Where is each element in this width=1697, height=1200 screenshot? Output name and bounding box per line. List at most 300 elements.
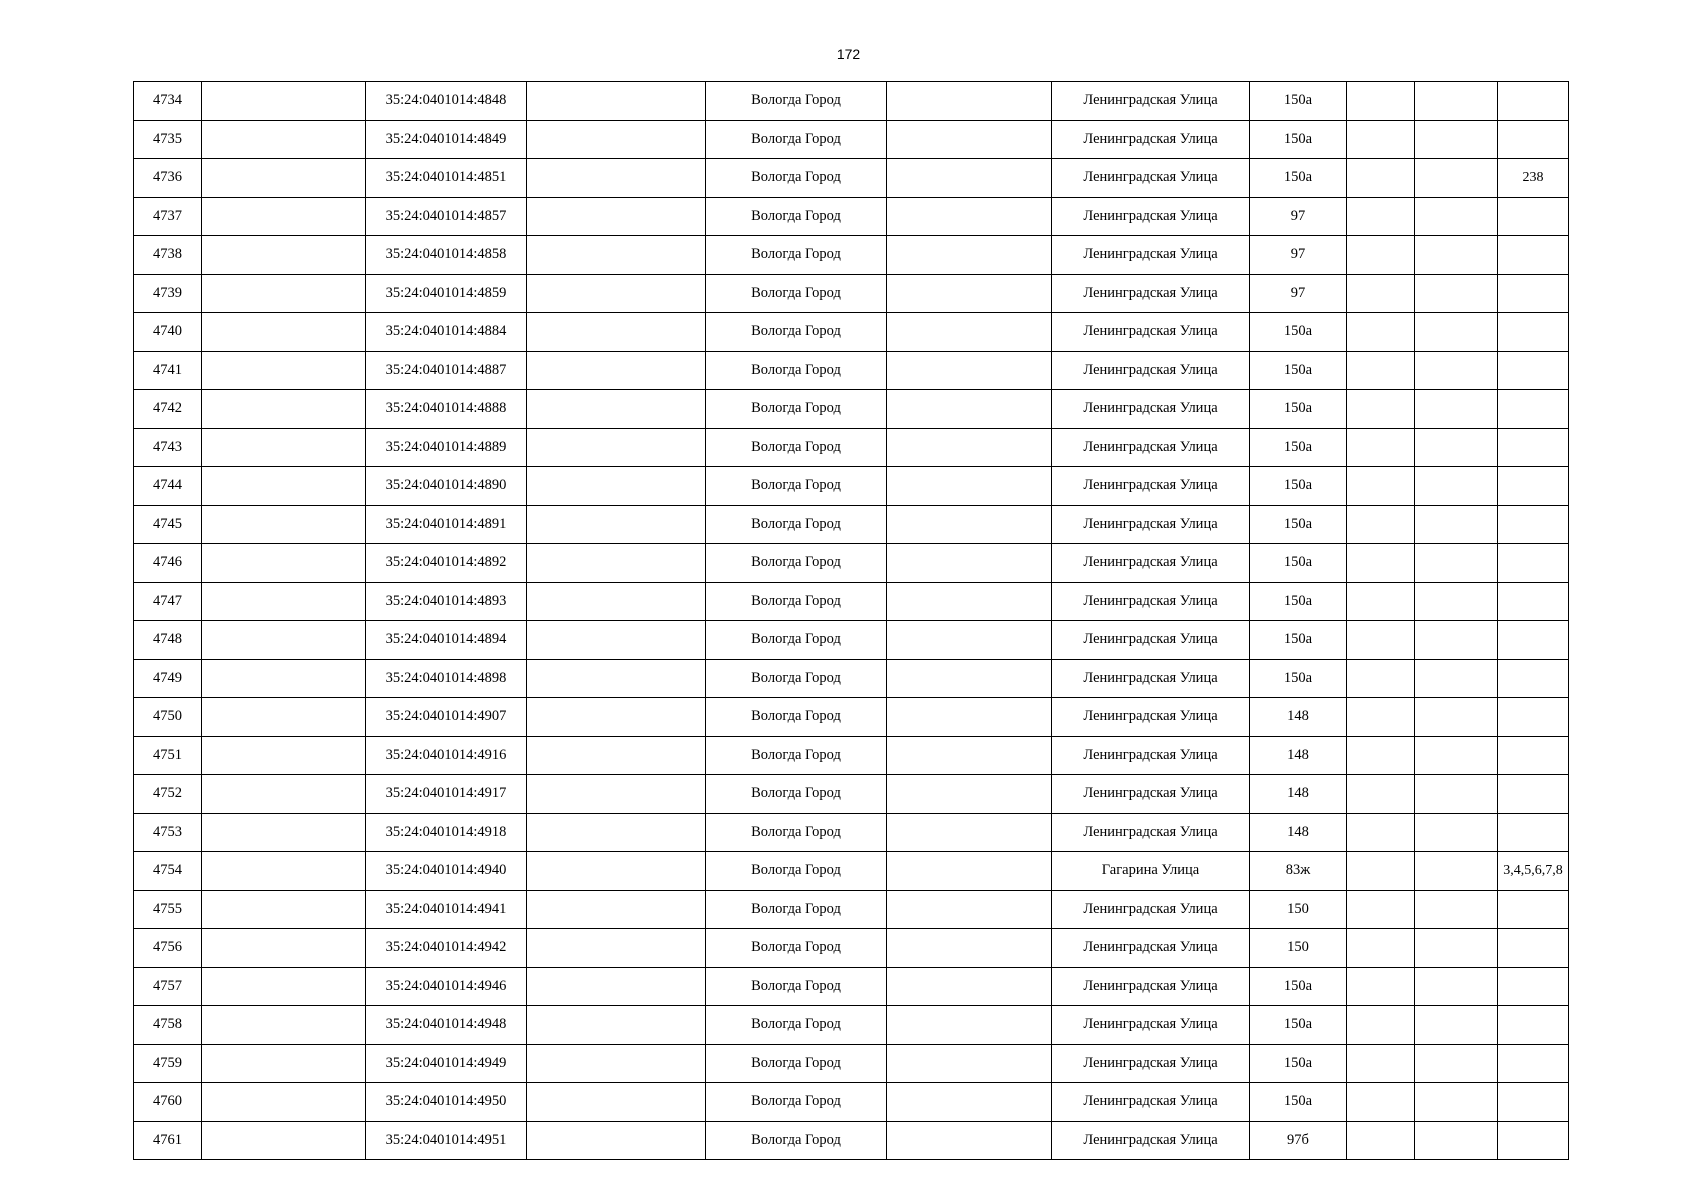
city-name: Вологда Город <box>706 544 887 583</box>
house-number: 97 <box>1250 274 1347 313</box>
house-number: 148 <box>1250 736 1347 775</box>
row-number: 4750 <box>134 698 202 737</box>
street-name: Ленинградская Улица <box>1052 1006 1250 1045</box>
extra-value <box>1498 313 1569 352</box>
empty-cell <box>1347 428 1415 467</box>
empty-cell <box>1347 967 1415 1006</box>
empty-cell <box>1347 621 1415 660</box>
row-number: 4753 <box>134 813 202 852</box>
extra-value <box>1498 236 1569 275</box>
empty-cell <box>527 544 706 583</box>
empty-cell <box>1415 698 1498 737</box>
empty-cell <box>887 698 1052 737</box>
empty-cell <box>527 467 706 506</box>
empty-cell <box>887 967 1052 1006</box>
empty-cell <box>1415 236 1498 275</box>
cadastral-number: 35:24:0401014:4942 <box>366 929 527 968</box>
cadastral-number: 35:24:0401014:4884 <box>366 313 527 352</box>
city-name: Вологда Город <box>706 775 887 814</box>
empty-cell <box>1415 1083 1498 1122</box>
table-row <box>134 274 1569 313</box>
empty-cell <box>1347 1044 1415 1083</box>
row-number: 4737 <box>134 197 202 236</box>
street-name: Ленинградская Улица <box>1052 236 1250 275</box>
empty-cell <box>527 813 706 852</box>
house-number: 150а <box>1250 120 1347 159</box>
house-number: 150а <box>1250 621 1347 660</box>
empty-cell <box>1415 120 1498 159</box>
empty-cell <box>887 1044 1052 1083</box>
empty-cell <box>887 775 1052 814</box>
empty-cell <box>1347 775 1415 814</box>
house-number: 150а <box>1250 1044 1347 1083</box>
table-row <box>134 890 1569 929</box>
street-name: Ленинградская Улица <box>1052 813 1250 852</box>
empty-cell <box>527 1044 706 1083</box>
table-row <box>134 197 1569 236</box>
empty-cell <box>887 659 1052 698</box>
table-row <box>134 621 1569 660</box>
row-number: 4761 <box>134 1121 202 1160</box>
cadastral-number: 35:24:0401014:4893 <box>366 582 527 621</box>
extra-value <box>1498 505 1569 544</box>
cadastral-number: 35:24:0401014:4916 <box>366 736 527 775</box>
empty-cell <box>202 120 366 159</box>
street-name: Ленинградская Улица <box>1052 775 1250 814</box>
extra-value <box>1498 1083 1569 1122</box>
cadastral-number: 35:24:0401014:4849 <box>366 120 527 159</box>
extra-value <box>1498 1006 1569 1045</box>
extra-value <box>1498 544 1569 583</box>
row-number: 4735 <box>134 120 202 159</box>
cadastral-number: 35:24:0401014:4892 <box>366 544 527 583</box>
empty-cell <box>527 236 706 275</box>
cadastral-number: 35:24:0401014:4889 <box>366 428 527 467</box>
extra-value <box>1498 659 1569 698</box>
empty-cell <box>202 197 366 236</box>
empty-cell <box>1415 544 1498 583</box>
empty-cell <box>1415 775 1498 814</box>
empty-cell <box>527 1083 706 1122</box>
city-name: Вологда Город <box>706 698 887 737</box>
street-name: Ленинградская Улица <box>1052 890 1250 929</box>
street-name: Ленинградская Улица <box>1052 544 1250 583</box>
city-name: Вологда Город <box>706 236 887 275</box>
city-name: Вологда Город <box>706 1083 887 1122</box>
cadastral-number: 35:24:0401014:4848 <box>366 82 527 121</box>
city-name: Вологда Город <box>706 120 887 159</box>
empty-cell <box>1347 698 1415 737</box>
empty-cell <box>527 929 706 968</box>
house-number: 150а <box>1250 467 1347 506</box>
empty-cell <box>887 159 1052 198</box>
street-name: Ленинградская Улица <box>1052 929 1250 968</box>
row-number: 4734 <box>134 82 202 121</box>
street-name: Ленинградская Улица <box>1052 505 1250 544</box>
house-number: 150а <box>1250 1083 1347 1122</box>
house-number: 150а <box>1250 967 1347 1006</box>
empty-cell <box>202 659 366 698</box>
street-name: Ленинградская Улица <box>1052 1121 1250 1160</box>
house-number: 150а <box>1250 659 1347 698</box>
table-row <box>134 775 1569 814</box>
empty-cell <box>1415 967 1498 1006</box>
city-name: Вологда Город <box>706 274 887 313</box>
cadastral-number: 35:24:0401014:4851 <box>366 159 527 198</box>
city-name: Вологда Город <box>706 197 887 236</box>
extra-value <box>1498 274 1569 313</box>
extra-value <box>1498 351 1569 390</box>
empty-cell <box>1415 582 1498 621</box>
row-number: 4756 <box>134 929 202 968</box>
empty-cell <box>202 698 366 737</box>
cadastral-number: 35:24:0401014:4941 <box>366 890 527 929</box>
empty-cell <box>887 236 1052 275</box>
extra-value <box>1498 582 1569 621</box>
extra-value <box>1498 621 1569 660</box>
empty-cell <box>202 505 366 544</box>
house-number: 97 <box>1250 236 1347 275</box>
city-name: Вологда Город <box>706 1044 887 1083</box>
empty-cell <box>887 505 1052 544</box>
empty-cell <box>527 890 706 929</box>
empty-cell <box>887 544 1052 583</box>
empty-cell <box>1415 1044 1498 1083</box>
cadastral-number: 35:24:0401014:4950 <box>366 1083 527 1122</box>
table-row <box>134 544 1569 583</box>
empty-cell <box>1415 621 1498 660</box>
empty-cell <box>1347 813 1415 852</box>
empty-cell <box>527 351 706 390</box>
cadastral-number: 35:24:0401014:4949 <box>366 1044 527 1083</box>
empty-cell <box>202 274 366 313</box>
house-number: 97б <box>1250 1121 1347 1160</box>
empty-cell <box>202 313 366 352</box>
house-number: 150а <box>1250 428 1347 467</box>
city-name: Вологда Город <box>706 852 887 891</box>
empty-cell <box>202 1044 366 1083</box>
row-number: 4740 <box>134 313 202 352</box>
registry-table <box>133 81 1569 1160</box>
cadastral-number: 35:24:0401014:4890 <box>366 467 527 506</box>
empty-cell <box>527 1006 706 1045</box>
empty-cell <box>1415 659 1498 698</box>
empty-cell <box>887 274 1052 313</box>
house-number: 150а <box>1250 82 1347 121</box>
house-number: 97 <box>1250 197 1347 236</box>
table-row <box>134 120 1569 159</box>
row-number: 4739 <box>134 274 202 313</box>
cadastral-number: 35:24:0401014:4857 <box>366 197 527 236</box>
extra-value <box>1498 1121 1569 1160</box>
empty-cell <box>1415 1006 1498 1045</box>
row-number: 4754 <box>134 852 202 891</box>
extra-value <box>1498 1044 1569 1083</box>
empty-cell <box>527 505 706 544</box>
empty-cell <box>202 467 366 506</box>
table-row <box>134 428 1569 467</box>
empty-cell <box>887 582 1052 621</box>
empty-cell <box>887 1121 1052 1160</box>
table-row <box>134 351 1569 390</box>
empty-cell <box>202 967 366 1006</box>
cadastral-number: 35:24:0401014:4887 <box>366 351 527 390</box>
city-name: Вологда Город <box>706 813 887 852</box>
empty-cell <box>527 159 706 198</box>
empty-cell <box>527 659 706 698</box>
extra-value <box>1498 467 1569 506</box>
street-name: Ленинградская Улица <box>1052 1083 1250 1122</box>
empty-cell <box>527 967 706 1006</box>
row-number: 4747 <box>134 582 202 621</box>
extra-value <box>1498 775 1569 814</box>
street-name: Ленинградская Улица <box>1052 351 1250 390</box>
empty-cell <box>887 313 1052 352</box>
row-number: 4741 <box>134 351 202 390</box>
street-name: Ленинградская Улица <box>1052 698 1250 737</box>
empty-cell <box>527 698 706 737</box>
extra-value <box>1498 390 1569 429</box>
cadastral-number: 35:24:0401014:4946 <box>366 967 527 1006</box>
empty-cell <box>202 736 366 775</box>
empty-cell <box>1347 120 1415 159</box>
extra-value <box>1498 120 1569 159</box>
cadastral-number: 35:24:0401014:4898 <box>366 659 527 698</box>
empty-cell <box>527 313 706 352</box>
empty-cell <box>202 159 366 198</box>
empty-cell <box>1415 82 1498 121</box>
street-name: Ленинградская Улица <box>1052 467 1250 506</box>
city-name: Вологда Город <box>706 351 887 390</box>
table-row <box>134 1083 1569 1122</box>
table-row <box>134 390 1569 429</box>
empty-cell <box>1347 544 1415 583</box>
empty-cell <box>1415 428 1498 467</box>
house-number: 150а <box>1250 544 1347 583</box>
city-name: Вологда Город <box>706 621 887 660</box>
empty-cell <box>1347 313 1415 352</box>
house-number: 150 <box>1250 890 1347 929</box>
city-name: Вологда Город <box>706 659 887 698</box>
street-name: Ленинградская Улица <box>1052 967 1250 1006</box>
empty-cell <box>1347 890 1415 929</box>
table-row <box>134 467 1569 506</box>
empty-cell <box>887 890 1052 929</box>
empty-cell <box>202 236 366 275</box>
street-name: Ленинградская Улица <box>1052 1044 1250 1083</box>
extra-value <box>1498 736 1569 775</box>
empty-cell <box>1415 813 1498 852</box>
city-name: Вологда Город <box>706 313 887 352</box>
empty-cell <box>202 852 366 891</box>
house-number: 148 <box>1250 775 1347 814</box>
empty-cell <box>202 582 366 621</box>
street-name: Ленинградская Улица <box>1052 82 1250 121</box>
city-name: Вологда Город <box>706 467 887 506</box>
empty-cell <box>202 390 366 429</box>
row-number: 4745 <box>134 505 202 544</box>
empty-cell <box>202 351 366 390</box>
row-number: 4757 <box>134 967 202 1006</box>
city-name: Вологда Город <box>706 1121 887 1160</box>
city-name: Вологда Город <box>706 890 887 929</box>
empty-cell <box>1347 351 1415 390</box>
row-number: 4744 <box>134 467 202 506</box>
row-number: 4736 <box>134 159 202 198</box>
table-row <box>134 813 1569 852</box>
row-number: 4746 <box>134 544 202 583</box>
city-name: Вологда Город <box>706 82 887 121</box>
cadastral-number: 35:24:0401014:4940 <box>366 852 527 891</box>
table-row <box>134 159 1569 198</box>
street-name: Ленинградская Улица <box>1052 428 1250 467</box>
table-row <box>134 967 1569 1006</box>
table-row <box>134 82 1569 121</box>
extra-value <box>1498 967 1569 1006</box>
empty-cell <box>887 467 1052 506</box>
empty-cell <box>887 120 1052 159</box>
city-name: Вологда Город <box>706 428 887 467</box>
empty-cell <box>1347 197 1415 236</box>
table-row <box>134 698 1569 737</box>
street-name: Ленинградская Улица <box>1052 659 1250 698</box>
empty-cell <box>887 1083 1052 1122</box>
empty-cell <box>887 197 1052 236</box>
empty-cell <box>527 274 706 313</box>
empty-cell <box>1415 505 1498 544</box>
cadastral-number: 35:24:0401014:4948 <box>366 1006 527 1045</box>
extra-value <box>1498 890 1569 929</box>
city-name: Вологда Город <box>706 390 887 429</box>
row-number: 4738 <box>134 236 202 275</box>
page-number: 172 <box>836 46 861 62</box>
cadastral-number: 35:24:0401014:4951 <box>366 1121 527 1160</box>
table-row <box>134 1006 1569 1045</box>
cadastral-number: 35:24:0401014:4859 <box>366 274 527 313</box>
empty-cell <box>527 390 706 429</box>
empty-cell <box>1347 582 1415 621</box>
table-row <box>134 929 1569 968</box>
empty-cell <box>1415 390 1498 429</box>
extra-value <box>1498 197 1569 236</box>
house-number: 150а <box>1250 159 1347 198</box>
empty-cell <box>1347 274 1415 313</box>
empty-cell <box>202 1006 366 1045</box>
table-row <box>134 236 1569 275</box>
row-number: 4755 <box>134 890 202 929</box>
table-row <box>134 582 1569 621</box>
empty-cell <box>202 544 366 583</box>
table-row <box>134 736 1569 775</box>
empty-cell <box>527 582 706 621</box>
empty-cell <box>887 736 1052 775</box>
empty-cell <box>1415 890 1498 929</box>
extra-value <box>1498 929 1569 968</box>
city-name: Вологда Город <box>706 929 887 968</box>
empty-cell <box>527 197 706 236</box>
city-name: Вологда Город <box>706 1006 887 1045</box>
street-name: Ленинградская Улица <box>1052 120 1250 159</box>
empty-cell <box>887 852 1052 891</box>
street-name: Ленинградская Улица <box>1052 390 1250 429</box>
empty-cell <box>887 1006 1052 1045</box>
table-row <box>134 659 1569 698</box>
empty-cell <box>202 1083 366 1122</box>
table-row <box>134 313 1569 352</box>
empty-cell <box>1347 736 1415 775</box>
city-name: Вологда Город <box>706 736 887 775</box>
empty-cell <box>527 621 706 660</box>
extra-value <box>1498 813 1569 852</box>
empty-cell <box>887 621 1052 660</box>
empty-cell <box>1347 1006 1415 1045</box>
empty-cell <box>1347 852 1415 891</box>
empty-cell <box>1415 736 1498 775</box>
city-name: Вологда Город <box>706 582 887 621</box>
house-number: 150 <box>1250 929 1347 968</box>
extra-value: 238 <box>1498 159 1569 198</box>
empty-cell <box>202 890 366 929</box>
row-number: 4758 <box>134 1006 202 1045</box>
city-name: Вологда Город <box>706 505 887 544</box>
empty-cell <box>527 852 706 891</box>
row-number: 4752 <box>134 775 202 814</box>
house-number: 150а <box>1250 390 1347 429</box>
house-number: 150а <box>1250 351 1347 390</box>
house-number: 150а <box>1250 582 1347 621</box>
empty-cell <box>1415 929 1498 968</box>
empty-cell <box>202 929 366 968</box>
empty-cell <box>887 929 1052 968</box>
street-name: Ленинградская Улица <box>1052 736 1250 775</box>
empty-cell <box>1415 852 1498 891</box>
empty-cell <box>1415 197 1498 236</box>
empty-cell <box>887 351 1052 390</box>
empty-cell <box>527 736 706 775</box>
row-number: 4743 <box>134 428 202 467</box>
city-name: Вологда Город <box>706 159 887 198</box>
empty-cell <box>1415 1121 1498 1160</box>
house-number: 148 <box>1250 813 1347 852</box>
cadastral-number: 35:24:0401014:4891 <box>366 505 527 544</box>
empty-cell <box>1347 390 1415 429</box>
empty-cell <box>1347 236 1415 275</box>
empty-cell <box>527 1121 706 1160</box>
empty-cell <box>1347 929 1415 968</box>
empty-cell <box>1347 1083 1415 1122</box>
row-number: 4751 <box>134 736 202 775</box>
table-row <box>134 505 1569 544</box>
row-number: 4749 <box>134 659 202 698</box>
empty-cell <box>1347 82 1415 121</box>
street-name: Ленинградская Улица <box>1052 313 1250 352</box>
empty-cell <box>527 775 706 814</box>
table-row <box>134 852 1569 891</box>
house-number: 150а <box>1250 313 1347 352</box>
empty-cell <box>1347 467 1415 506</box>
street-name: Гагарина Улица <box>1052 852 1250 891</box>
empty-cell <box>1415 159 1498 198</box>
empty-cell <box>202 82 366 121</box>
empty-cell <box>887 82 1052 121</box>
extra-value <box>1498 698 1569 737</box>
cadastral-number: 35:24:0401014:4917 <box>366 775 527 814</box>
house-number: 83ж <box>1250 852 1347 891</box>
empty-cell <box>1347 159 1415 198</box>
cadastral-number: 35:24:0401014:4907 <box>366 698 527 737</box>
empty-cell <box>887 390 1052 429</box>
empty-cell <box>202 428 366 467</box>
